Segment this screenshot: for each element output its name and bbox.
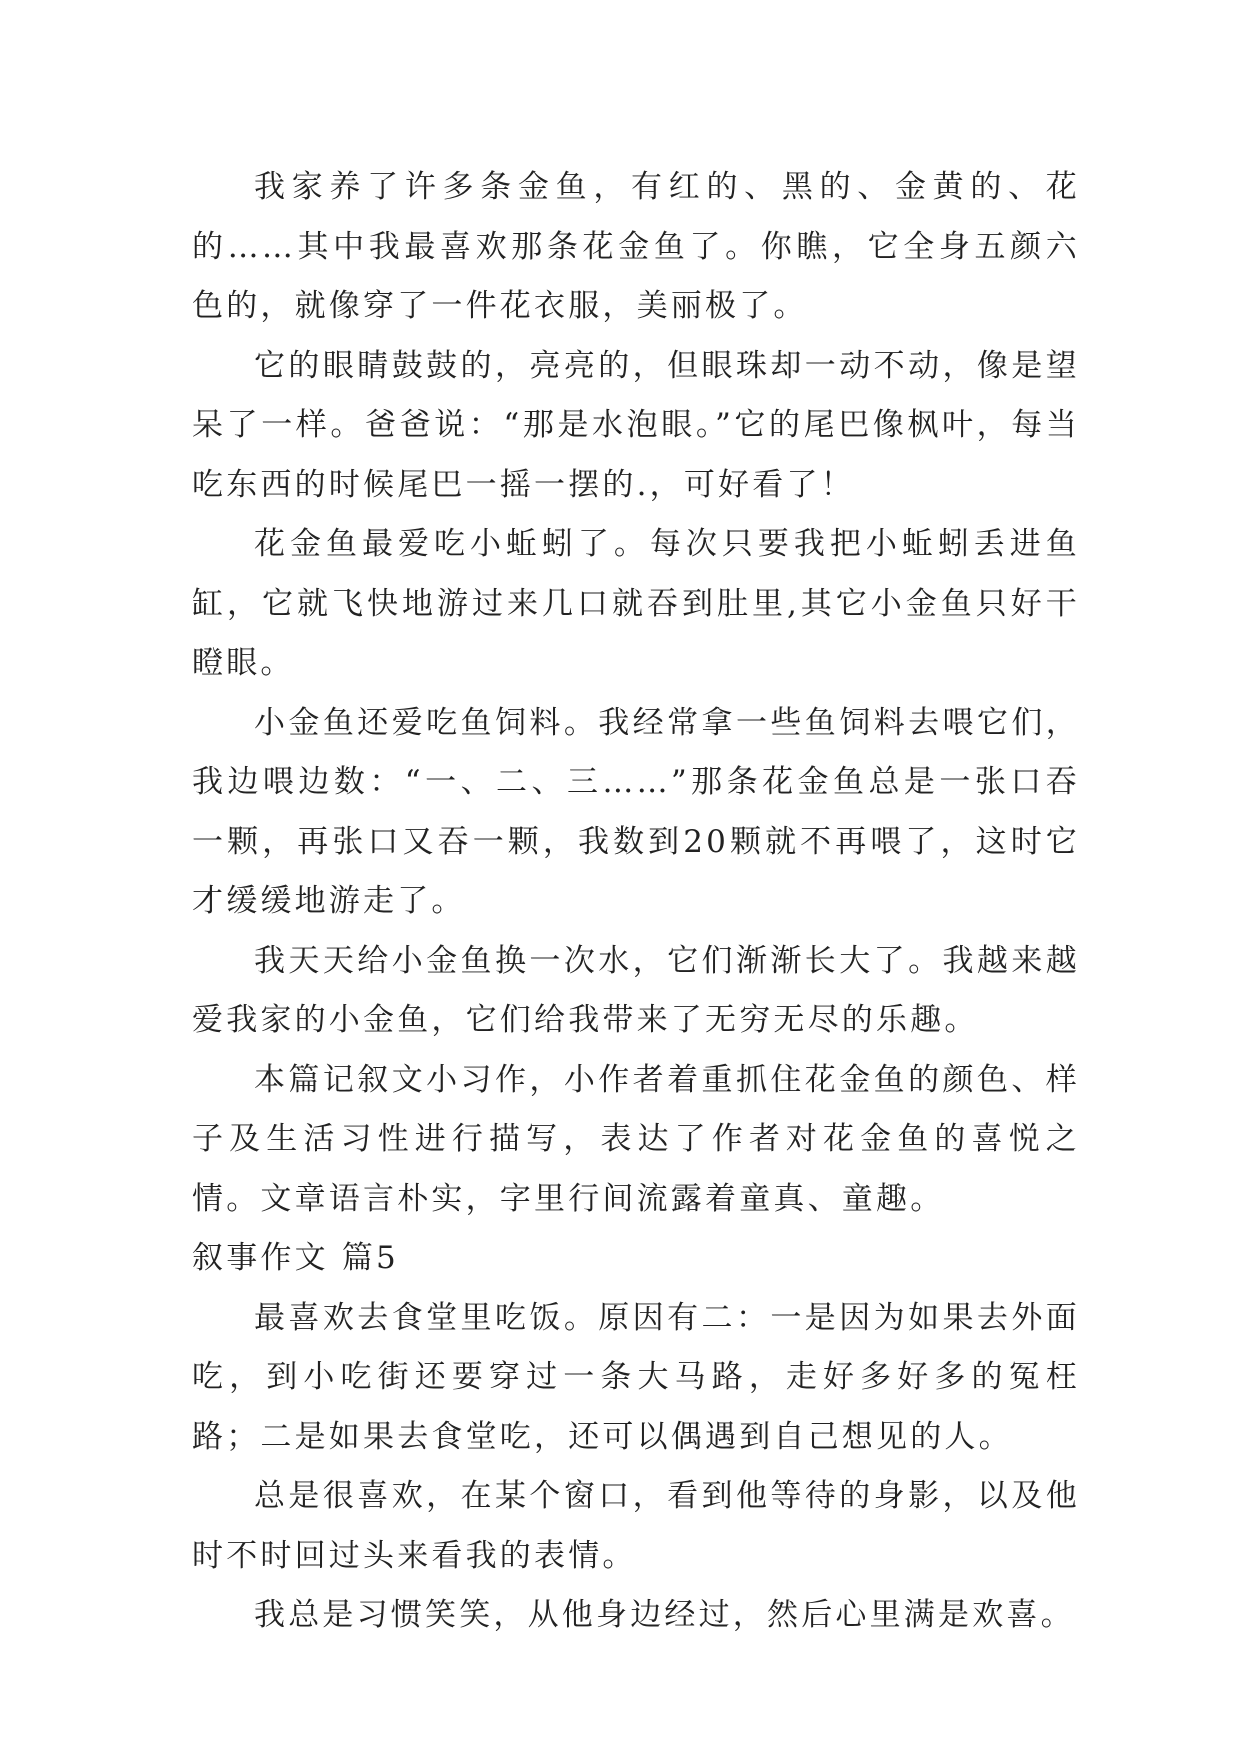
paragraph-canteen-window: 总是很喜欢，在某个窗口，看到他等待的身影，以及他时不时回过头来看我的表情。 [192, 1478, 1080, 1574]
paragraph-goldfish-eyes-tail: 它的眼睛鼓鼓的，亮亮的，但眼珠却一动不动，像是望呆了一样。爸爸说：“那是水泡眼。”它的尾巴像枫叶，每当吃东西的时候尾巴一摇一摆的.，可好看了！ [192, 347, 1080, 503]
paragraph-canteen-smile: 我总是习惯笑笑，从他身边经过，然后心里满是欢喜。 [254, 1597, 1075, 1633]
paragraph-goldfish-water: 我天天给小金鱼换一次水，它们渐渐长大了。我越来越爱我家的小金鱼，它们给我带来了无穷无尽的乐趣。 [192, 942, 1080, 1038]
section-heading: 叙事作文 篇5 [192, 1240, 399, 1276]
document-body [192, 158, 1080, 1646]
paragraph-goldfish-intro: 我家养了许多条金鱼，有红的、黑的、金黄的、花的……其中我最喜欢那条花金鱼了。你瞧，它全身五颜六色的，就像穿了一件花衣服，美丽极了。 [192, 169, 1080, 324]
paragraph-commentary: 本篇记叙文小习作，小作者着重抓住花金鱼的颜色、样子及生活习性进行描写，表达了作者对花金鱼的喜悦之情。文章语言朴实，字里行间流露着童真、童趣。 [192, 1061, 1080, 1217]
paragraph-goldfish-earthworms: 花金鱼最爱吃小蚯蚓了。每次只要我把小蚯蚓丢进鱼缸，它就飞快地游过来几口就吞到肚里,其它小金鱼只好干瞪眼。 [192, 526, 1080, 681]
paragraph-goldfish-feed: 小金鱼还爱吃鱼饲料。我经常拿一些鱼饲料去喂它们，我边喂边数：“一、二、三……”那条花金鱼总是一张口吞一颗，再张口又吞一颗，我数到20颗就不再喂了，这时它才缓缓地游走了。 [192, 704, 1080, 919]
paragraph-canteen-reasons: 最喜欢去食堂里吃饭。原因有二：一是因为如果去外面吃，到小吃街还要穿过一条大马路，走好多好多的冤枉路；二是如果去食堂吃，还可以偶遇到自己想见的人。 [192, 1299, 1080, 1455]
